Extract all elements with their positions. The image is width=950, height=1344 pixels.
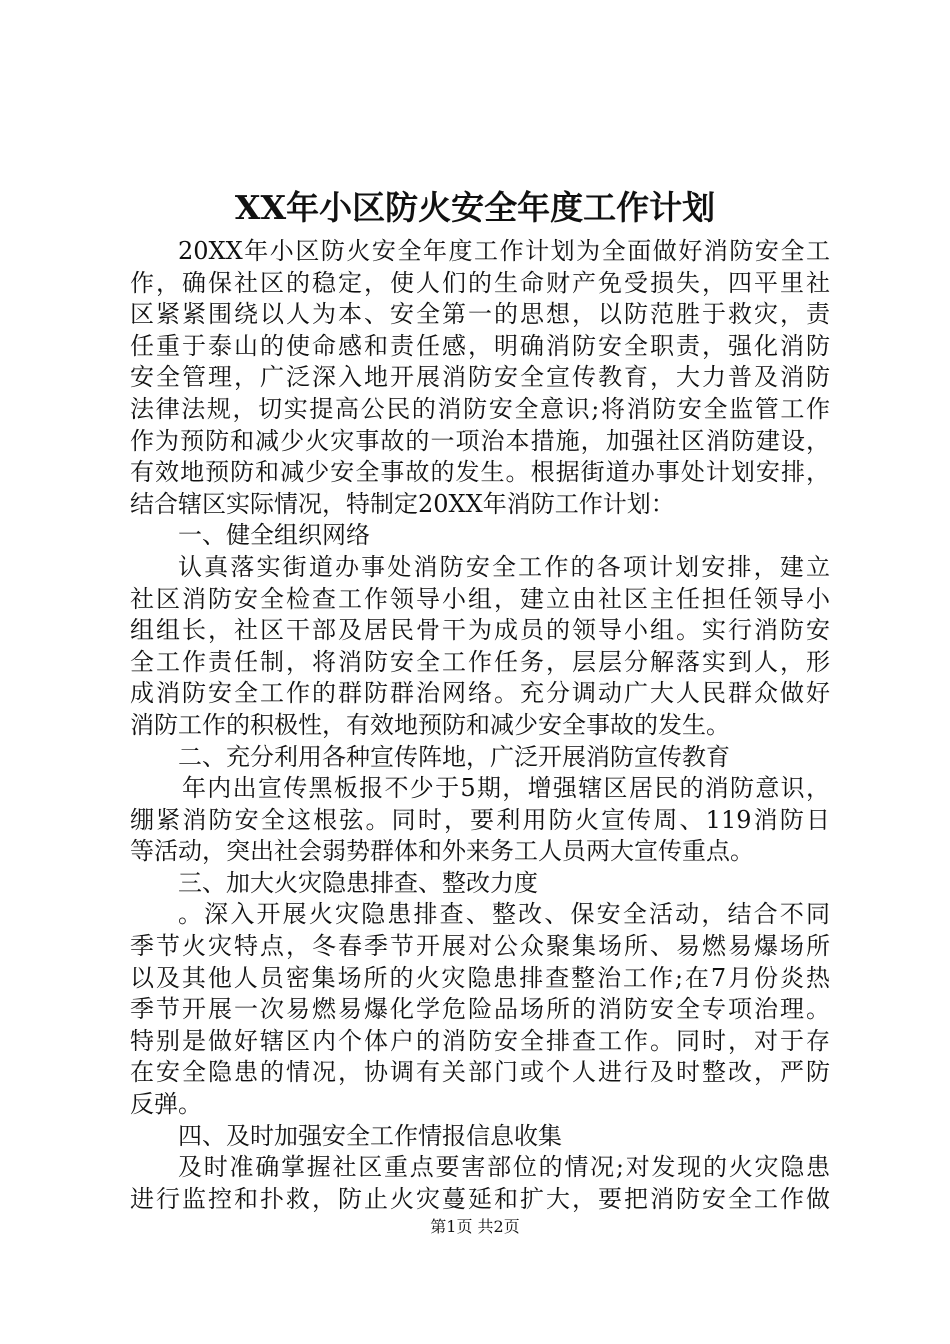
text-line: 法律法规，切实提高公民的消防安全意识;将消防安全监管工作 xyxy=(130,394,830,423)
text-line: 作，确保社区的稳定，使人们的生命财产免受损失，四平里社 xyxy=(130,268,830,297)
text-line: 季节火灾特点，冬春季节开展对公众聚集场所、易燃易爆场所 xyxy=(130,932,830,961)
text-line: 消防工作的积极性，有效地预防和减少安全事故的发生。 xyxy=(130,710,730,739)
section-heading-4: 四、及时加强安全工作情报信息收集 xyxy=(178,1121,562,1150)
text-line: 等活动，突出社会弱势群体和外来务工人员两大宣传重点。 xyxy=(130,837,754,866)
text-line: 认真落实街道办事处消防安全工作的各项计划安排，建立 xyxy=(178,552,830,581)
text-line: 特别是做好辖区内个体户的消防安全排查工作。同时，对于存 xyxy=(130,1026,830,1055)
text-line: 全工作责任制，将消防安全工作任务，层层分解落实到人，形 xyxy=(130,647,830,676)
text-line: 季节开展一次易燃易爆化学危险品场所的消防安全专项治理。 xyxy=(130,995,830,1024)
section-heading-1: 一、健全组织网络 xyxy=(178,521,370,550)
text-line: 作为预防和减少火灾事故的一项治本措施，加强社区消防建设， xyxy=(130,426,830,455)
text-line: 以及其他人员密集场所的火灾隐患排查整治工作;在7月份炎热 xyxy=(130,963,830,992)
text-line: 社区消防安全检查工作领导小组，建立由社区主任担任领导小 xyxy=(130,584,830,613)
text-line: 及时准确掌握社区重点要害部位的情况;对发现的火灾隐患 xyxy=(178,1153,830,1182)
text-line: 反弹。 xyxy=(130,1090,202,1119)
text-line: 安全管理，广泛深入地开展消防安全宣传教育，大力普及消防 xyxy=(130,363,830,392)
text-line: 。深入开展火灾隐患排查、整改、保安全活动，结合不同 xyxy=(178,900,830,929)
document-title: XX年小区防火安全年度工作计划 xyxy=(234,188,716,227)
text-line: 组组长，社区干部及居民骨干为成员的领导小组。实行消防安 xyxy=(130,616,830,645)
text-line: 区紧紧围绕以人为本、安全第一的思想，以防范胜于救灾，责 xyxy=(130,300,830,329)
section-heading-3: 三、加大火灾隐患排查、整改力度 xyxy=(178,868,538,897)
text-line: 在安全隐患的情况，协调有关部门或个人进行及时整改，严防 xyxy=(130,1058,830,1087)
text-line: 20XX年小区防火安全年度工作计划为全面做好消防安全工 xyxy=(178,237,830,265)
text-line: 进行监控和扑救，防止火灾蔓延和扩大，要把消防安全工作做 xyxy=(130,1184,830,1213)
text-line: 成消防安全工作的群防群治网络。充分调动广大人民群众做好 xyxy=(130,679,830,708)
text-line: 年内出宣传黑板报不少于5期，增强辖区居民的消防意识， xyxy=(182,774,830,803)
text-line: 绷紧消防安全这根弦。同时，要利用防火宣传周、119消防日 xyxy=(130,805,830,834)
text-line: 有效地预防和减少安全事故的发生。根据街道办事处计划安排， xyxy=(130,458,830,487)
page-number: 第1页 共2页 xyxy=(430,1217,520,1236)
text-line: 任重于泰山的使命感和责任感，明确消防安全职责，强化消防 xyxy=(130,331,830,360)
section-heading-2: 二、充分利用各种宣传阵地，广泛开展消防宣传教育 xyxy=(178,742,730,771)
document-body xyxy=(130,236,830,1215)
text-line: 结合辖区实际情况，特制定20XX年消防工作计划： xyxy=(130,489,675,518)
